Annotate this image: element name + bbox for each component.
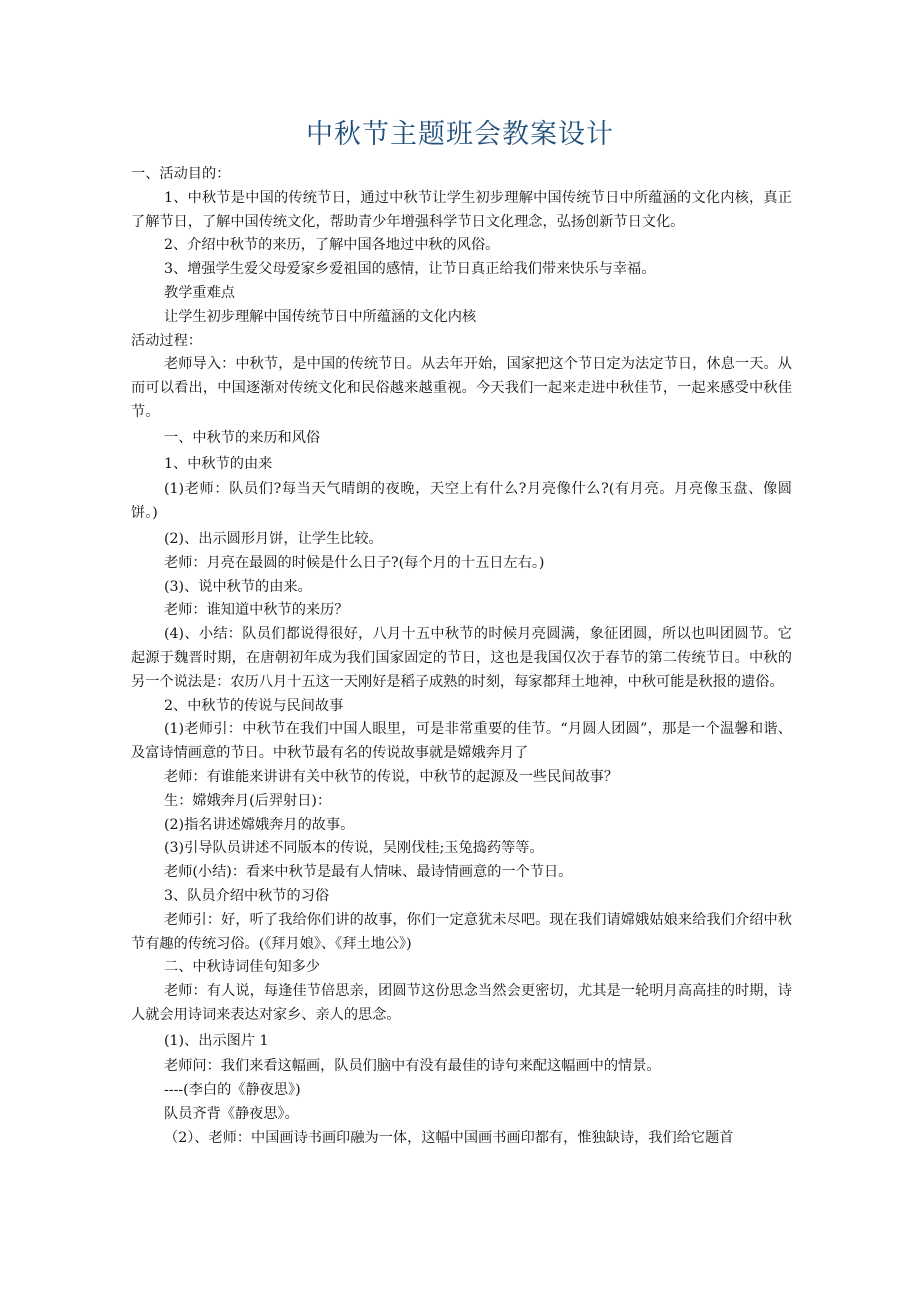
paragraph-key-points: 让学生初步理解中国传统节日中所蕴涵的文化内核 — [164, 308, 477, 325]
paragraph-poetry-recite: 队员齐背《静夜思》。 — [164, 1106, 299, 1123]
paragraph-poetry-teacher: 老师：有人说，每逢佳节倍思亲，团圆节这份思念当然会更密切，尤其是一轮明月高高挂的时期，诗人就会用诗词来表达对家乡、亲人的思念。 — [131, 983, 792, 1023]
paragraph-poetry-2: （2）、老师：中国画诗书画印融为一体，这幅中国画书画印都有，惟独缺诗，我们给它题首 — [164, 1129, 734, 1146]
paragraph-origin-3: (3)、说中秋节的由来。 — [164, 578, 312, 595]
paragraph-customs-heading: 3、队员介绍中秋节的习俗 — [164, 887, 330, 904]
paragraph-origin-1: (1)老师：队员们?每当天气晴朗的夜晚，天空上有什么?月亮像什么?(有月亮。月亮像玉盘、像圆饼。) — [131, 481, 792, 522]
paragraph-legend-2: (2)指名讲述嫦娥奔月的故事。 — [164, 816, 355, 833]
paragraph-poetry-answer: ----(李白的《静夜思》) — [164, 1082, 301, 1099]
paragraph-key-points-heading: 教学重难点 — [164, 284, 235, 301]
paragraph-section-poetry: 二、中秋诗词佳句知多少 — [164, 959, 321, 976]
paragraph-legend-heading: 2、中秋节的传说与民间故事 — [164, 697, 344, 714]
paragraph-legend-teacher: 老师：有谁能来讲讲有关中秋节的传说，中秋节的起源及一些民间故事？ — [164, 768, 619, 785]
paragraph-purpose-1: 1、中秋节是中国的传统节日，通过中秋节让学生初步理解中国传统节日中所蕴涵的文化内核，真正了解节日，了解中国传统文化，帮助青少年增强科学节日文化理念，弘扬创新节日文化。 — [131, 189, 792, 230]
paragraph-section-origin: 一、中秋节的来历和风俗 — [164, 429, 321, 446]
paragraph-legend-student: 生：嫦娥奔月(后羿射日)： — [164, 792, 332, 809]
document-body — [131, 163, 792, 1151]
paragraph-legend-summary: 老师(小结)：看来中秋节是最有人情味、最诗情画意的一个节日。 — [164, 864, 573, 881]
paragraph-origin-teacher-q1: 老师：月亮在最圆的时候是什么日子?(每个月的十五日左右。) — [164, 554, 545, 571]
paragraph-purpose-heading: 一、活动目的： — [131, 166, 231, 182]
paragraph-teacher-intro: 老师导入：中秋节，是中国的传统节日。从去年开始，国家把这个节日定为法定节日，休息一天。从而可以看出，中国逐渐对传统文化和民俗越来越重视。今天我们一起来走进中秋佳节，一起来感受中秋佳节。 — [131, 356, 792, 420]
paragraph-origin-2: (2)、出示圆形月饼，让学生比较。 — [164, 530, 383, 547]
paragraph-origin-teacher-q2: 老师：谁知道中秋节的来历？ — [164, 602, 349, 619]
paragraph-poetry-image-1: (1)、出示图片 1 — [164, 1032, 269, 1049]
paragraph-legend-3: (3)引导队员讲述不同版本的传说，吴刚伐桂;玉兔捣药等等。 — [164, 840, 544, 857]
paragraph-origin-heading: 1、中秋节的由来 — [164, 455, 273, 472]
paragraph-purpose-2: 2、介绍中秋节的来历，了解中国各地过中秋的风俗。 — [164, 237, 500, 254]
paragraph-customs-teacher: 老师引：好，听了我给你们讲的故事，你们一定意犹未尽吧。现在我们请嫦娥姑娘来给我们介绍中秋节有趣的传统习俗。(《拜月娘》、《拜土地公》) — [131, 911, 792, 952]
paragraph-process-heading: 活动过程： — [131, 332, 202, 349]
document-title: 中秋节主题班会教案设计 — [306, 119, 614, 150]
paragraph-legend-1: (1)老师引：中秋节在我们中国人眼里，可是非常重要的佳节。“月圆人团圆”，那是一个温馨和谐、及富诗情画意的节日。中秋节最有名的传说故事就是嫦娥奔月了 — [131, 721, 792, 762]
paragraph-poetry-teacher-q: 老师问：我们来看这幅画，队员们脑中有没有最佳的诗句来配这幅画中的情景。 — [164, 1058, 661, 1075]
paragraph-origin-summary: (4)、小结：队员们都说得很好，八月十五中秋节的时候月亮圆满，象征团圆，所以也叫团圆节。它起源于魏晋时期，在唐朝初年成为我们国家固定的节日，这也是我国仅次于春节的第二传统节日。中秋的另一个说法是：农历八月十五这一天刚好是稻子成熟的时刻，每家都拜土地神，中秋可能是秋报的遗俗。 — [131, 626, 792, 690]
paragraph-purpose-3: 3、增强学生爱父母爱家乡爱祖国的感情，让节日真正给我们带来快乐与幸福。 — [164, 261, 656, 278]
